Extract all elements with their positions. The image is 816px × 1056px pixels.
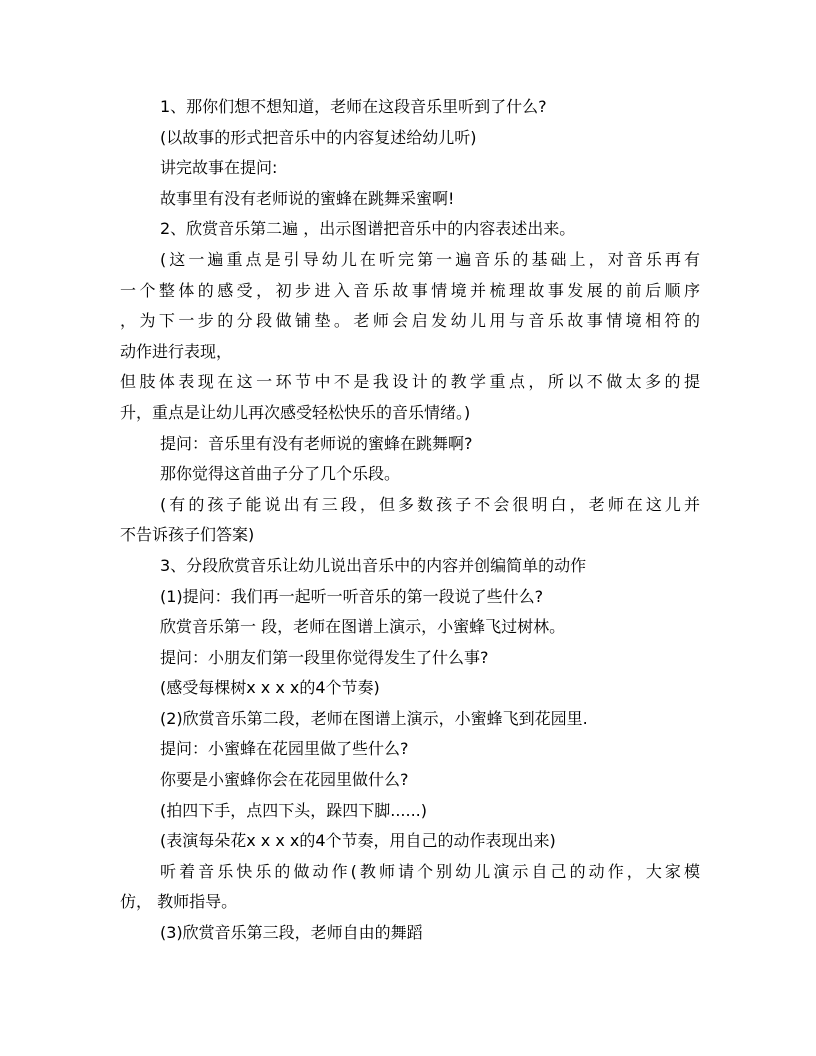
paragraph-line: 提问：小蜜蜂在花园里做了些什么? — [160, 739, 409, 759]
paragraph-line: 欣赏音乐第一 段，老师在图谱上演示，小蜜蜂飞过树林。 — [160, 617, 566, 637]
paragraph-line: (以故事的形式把音乐中的内容复述给幼儿听) — [160, 127, 477, 147]
paragraph-line: 动作进行表现， — [120, 341, 233, 361]
paragraph-line: 3、分段欣赏音乐让幼儿说出音乐中的内容并创编简单的动作 — [160, 555, 587, 575]
paragraph-line: 故事里有没有老师说的蜜蜂在跳舞采蜜啊! — [160, 188, 455, 208]
document-body — [120, 92, 700, 949]
paragraph-line: 你要是小蜜蜂你会在花园里做什么? — [160, 770, 409, 790]
paragraph-line: (2)欣赏音乐第二段，老师在图谱上演示，小蜜蜂飞到花园里. — [160, 708, 588, 728]
paragraph-line: 升，重点是让幼儿再次感受轻松快乐的音乐情绪。) — [120, 402, 471, 422]
paragraph-line: (拍四下手，点四下头，跺四下脚......) — [160, 800, 428, 820]
paragraph-line: (表演每朵花x x x x的4个节奏，用自己的动作表现出来) — [160, 831, 556, 851]
paragraph-line: (1)提问：我们再一起听一听音乐的第一段说了些什么? — [160, 586, 544, 606]
paragraph-line: (3)欣赏音乐第三段，老师自由的舞蹈 — [160, 923, 423, 943]
paragraph-line: 仿， 教师指导。 — [120, 892, 238, 912]
paragraph-line: 1、那你们想不想知道，老师在这段音乐里听到了什么? — [160, 97, 547, 116]
paragraph-line: 那你觉得这首曲子分了几个乐段。 — [160, 464, 401, 484]
paragraph-line: 提问：音乐里有没有老师说的蜜蜂在跳舞啊? — [160, 433, 473, 453]
paragraph-line: 提问：小朋友们第一段里你觉得发生了什么事? — [160, 647, 489, 667]
paragraph-line: 2、欣赏音乐第二遍 ，出示图谱把音乐中的内容表述出来。 — [160, 219, 576, 239]
paragraph-line: (感受每棵树x x x x的4个节奏) — [160, 678, 380, 698]
paragraph-line: 不告诉孩子们答案) — [120, 525, 255, 545]
paragraph-line: 但肢体表现在这一环节中不是我设计的教学重点，所以不做太多的提 — [120, 372, 700, 392]
paragraph-line: 听着音乐快乐的做动作(教师请个别幼儿演示自己的动作，大家模 — [160, 861, 700, 881]
paragraph-line: 一个整体的感受，初步进入音乐故事情境并梳理故事发展的前后顺序 — [120, 280, 700, 300]
paragraph-line: (有的孩子能说出有三段，但多数孩子不会很明白，老师在这儿并 — [160, 494, 700, 514]
paragraph-line: ，为下一步的分段做铺垫。老师会启发幼儿用与音乐故事情境相符的 — [120, 311, 700, 331]
paragraph-line: 讲完故事在提问: — [160, 158, 278, 178]
paragraph-line: (这一遍重点是引导幼儿在听完第一遍音乐的基础上，对音乐再有 — [160, 249, 700, 269]
